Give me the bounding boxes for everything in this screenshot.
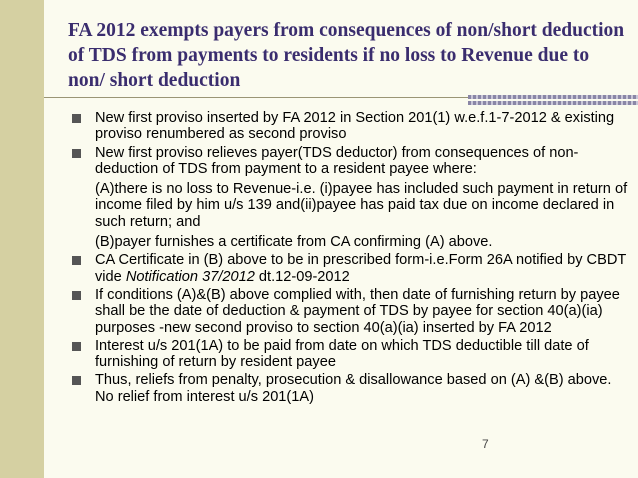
square-bullet-icon <box>72 291 81 300</box>
square-bullet-icon <box>72 114 81 123</box>
bullet-text: Interest u/s 201(1A) to be paid from date on which TDS deductible till date of furnishing of return by resident payee <box>95 337 589 371</box>
bullet-item <box>72 372 632 405</box>
bullet-text: CA Certificate in (B) above to be in prescribed form-i.e.Form 26A notified by CBDT vide <box>95 252 627 285</box>
divider-accent-top <box>468 95 638 99</box>
bullet-list <box>72 110 632 407</box>
bullet-text: New first proviso relieves payer(TDS deductor) from consequences of non-deduction of TDS from payment to a resident payee where: <box>95 144 579 177</box>
bullet-item <box>72 110 632 143</box>
bullet-item <box>72 145 632 178</box>
slide-title: FA 2012 exempts payers from consequences of non/short deduction of TDS from payments to residents if no loss to Revenue due to non/ short deduction <box>68 20 625 91</box>
sub-paragraph-text: (A)there is no loss to Revenue-i.e. (i)payee has included such payment in return of income filed by him u/s 139 and(ii)payee has paid tax due on income declared in such return; and <box>95 181 628 230</box>
bullet-text: Thus, reliefs from penalty, prosecution & disallowance based on (A) &(B) above. No relief from interest u/s 201(1A) <box>95 372 612 405</box>
bullet-text: New first proviso inserted by FA 2012 in Section 201(1) w.e.f.1-7-2012 & existing proviso renumbered as second proviso <box>95 110 615 143</box>
sub-paragraph <box>72 181 632 230</box>
square-bullet-icon <box>72 342 81 351</box>
sub-paragraph <box>72 234 632 250</box>
square-bullet-icon <box>72 376 81 385</box>
bullet-item <box>72 287 632 336</box>
square-bullet-icon <box>72 256 81 265</box>
bullet-item <box>72 338 632 371</box>
notification-reference: Notification 37/2012 <box>125 268 255 285</box>
notification-date: dt.12-09-2012 <box>254 268 350 285</box>
divider-accent-bottom <box>468 101 638 105</box>
bullet-item <box>72 252 632 285</box>
page-number: 7 <box>482 437 489 451</box>
sub-paragraph-text: (B)payer furnishes a certificate from CA confirming (A) above. <box>95 234 493 251</box>
square-bullet-icon <box>72 149 81 158</box>
left-accent-band <box>0 0 44 478</box>
bullet-text: If conditions (A)&(B) above complied with, then date of furnishing return by payee shall be the date of deduction & payment of TDS by payee for section 40(a)(ia) purposes -new second proviso to section 40(a)(ia) inserted by FA 2012 <box>95 286 620 336</box>
